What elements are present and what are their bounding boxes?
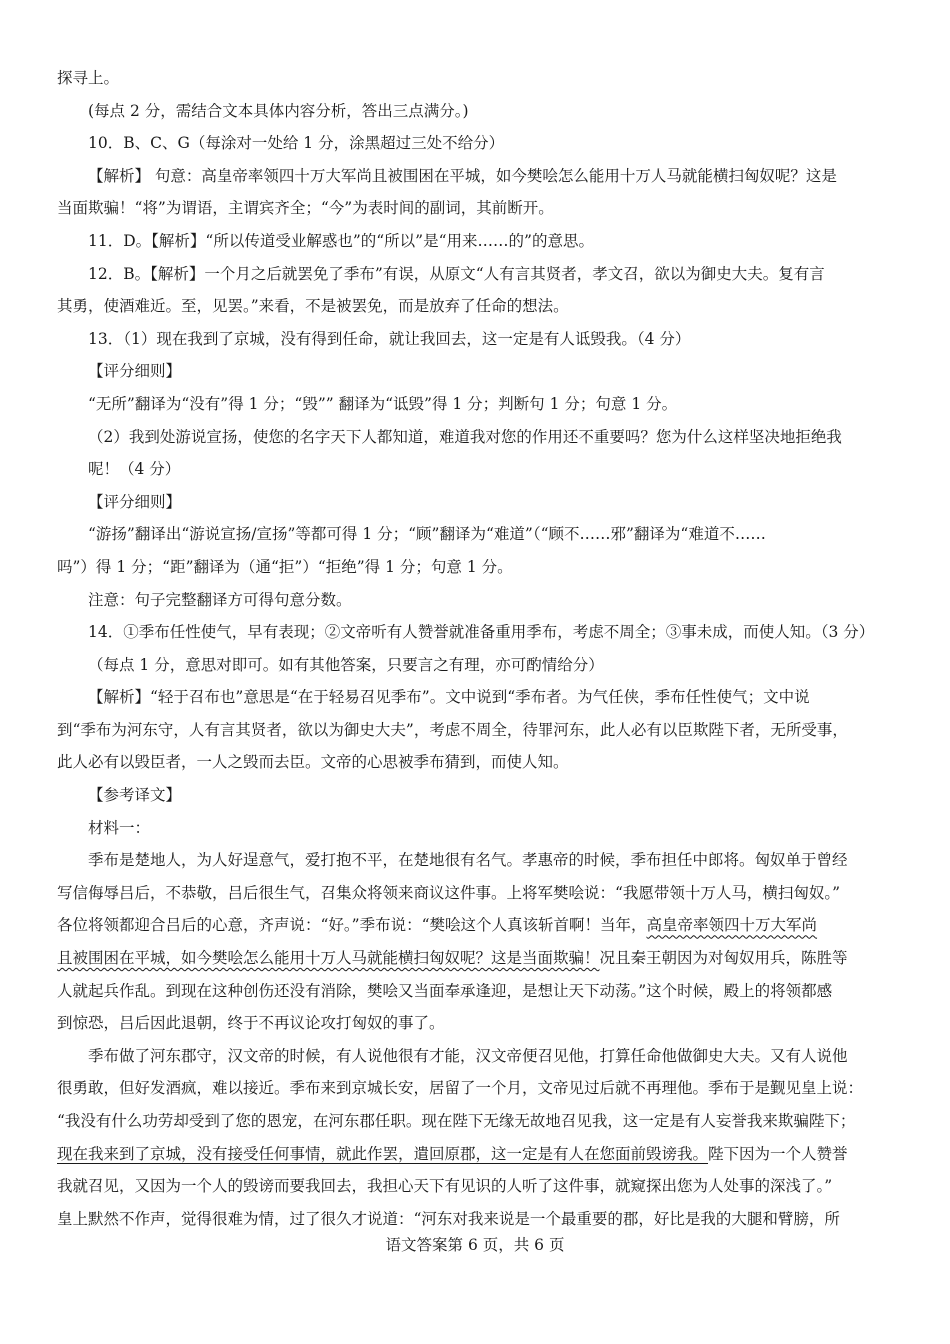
text-line: 探寻上。 — [57, 69, 120, 87]
text-line: 到惊恐，吕后因此退朝，终于不再议论攻打匈奴的事了。 — [57, 1014, 445, 1033]
text-line: 季布是楚地人，为人好逞意气，爱打抱不平，在楚地很有名气。孝惠帝的时候，季布担任中郎将。匈奴单于曾经 — [88, 851, 848, 870]
wavy-underlined-text: 高皇帝率领四十万大军尚 — [646, 916, 818, 935]
text-block-middle — [57, 975, 917, 1138]
text-line: 注意：句子完整翻译方可得句意分数。 — [88, 590, 352, 609]
text-plain: 各位将领都迎合吕后的心意，齐声说：“好。”季布说：“樊哙这个人真该斩首啊！当年， — [57, 916, 647, 935]
text-block-top — [57, 62, 917, 909]
text-line: 14．①季布任性使气，早有表现；②文帝听有人赞誉就准备重用季布，考虑不周全；③事未成，而使人知。（3 分） — [88, 623, 875, 642]
text-line: 写信侮辱吕后，不恭敬，吕后很生气，召集众将领来商议这件事。上将军樊哙说：“我愿带领十万人马，横扫匈奴。” — [57, 883, 841, 902]
text-line: 很勇敢，但好发酒疯，难以接近。季布来到京城长安，居留了一个月，文帝见过后就不再理他。季布于是觐见皇上说： — [57, 1079, 864, 1098]
text-line: 【评分细则】 — [88, 362, 182, 381]
text-line: 10．B、C、G（每涂对一处给 1 分，涂黑超过三处不给分） — [88, 134, 505, 153]
text-line: 皇上默然不作声，觉得很难为情，过了很久才说道：“河东对我来说是一个最重要的郡，好比是我的大腿和臂膀，所 — [57, 1209, 840, 1228]
text-line: 12．B。【解析】一个月之后就罢免了季布”有误，从原文“人有言其贤者，孝文召，欲以为御史大夫。复有言 — [88, 264, 825, 283]
wavy-underlined-text: 且被围困在平城，如今樊哙怎么能用十万人马就能横扫匈奴呢？这是当面欺骗！ — [57, 949, 600, 968]
text-line: 【解析】 句意：高皇帝率领四十万大军尚且被围困在平城，如今樊哙怎么能用十万人马就能横扫匈奴呢？这是 — [88, 166, 837, 185]
text-line: “无所”翻译为“没有”得 1 分；“毁”” 翻译为“诋毁”得 1 分；判断句 1 分；句意 1 分。 — [88, 394, 678, 413]
text-line: 【参考译文】 — [88, 786, 182, 805]
text-block-bottom — [57, 1170, 917, 1235]
answer-key-page — [57, 62, 917, 1235]
text-plain: 况且秦王朝因为对匈奴用兵，陈胜等 — [599, 949, 848, 968]
text-line: 当面欺骗！“将”为谓语，主谓宾齐全；“今”为表时间的副词，其前断开。 — [57, 199, 554, 218]
text-line: 此人必有以毁臣者，一人之毁而去臣。文帝的心思被季布猜到，而使人知。 — [57, 753, 569, 772]
text-line-with-solid-underline — [57, 1138, 917, 1171]
page-footer: 语文答案第 6 页，共 6 页 — [385, 1236, 565, 1254]
text-line: (每点 2 分，需结合文本具体内容分析，答出三点满分。) — [88, 101, 469, 120]
text-line: “游扬”翻译出“游说宣扬/宣扬”等都可得 1 分；“顾”翻译为“难道”（“顾不……邪”翻译为“难道不…… — [88, 525, 766, 544]
text-line-with-wavy-underline — [57, 942, 917, 975]
text-line: 到“季布为河东守，人有言其贤者，欲以为御史大夫”，考虑不周全，待罪河东，此人必有以臣欺陛下者，无所受事， — [57, 720, 848, 739]
text-line: 【评分细则】 — [88, 492, 182, 511]
text-line: 我就召见，又因为一个人的毁谤而要我回去，我担心天下有见识的人听了这件事，就窥探出您为人处事的深浅了。” — [57, 1177, 833, 1196]
text-line: 材料一： — [88, 818, 151, 837]
text-line: 其勇，使酒难近。至，见罢。”来看，不是被罢免，而是放弃了任命的想法。 — [57, 297, 569, 316]
solid-underlined-text: 现在我来到了京城，没有接受任何事情，就此作罢，遣回原郡，这一定是有人在您面前毁谤我。 — [57, 1144, 709, 1163]
text-line: 11．D。【解析】“所以传道受业解惑也”的“所以”是“用来……的”的意思。 — [88, 231, 594, 250]
text-line: （每点 1 分，意思对即可。如有其他答案，只要言之有理，亦可酌情给分） — [88, 655, 604, 674]
text-line-with-wavy-underline — [57, 909, 917, 942]
text-line: （2）我到处游说宣扬，使您的名字天下人都知道，难道我对您的作用还不重要吗？您为什么这样坚决地拒绝我 — [88, 427, 842, 446]
text-line: 季布做了河东郡守，汉文帝的时候，有人说他很有才能，汉文帝便召见他，打算任命他做御史大夫。又有人说他 — [88, 1046, 848, 1065]
text-plain: 陛下因为一个人赞誉 — [708, 1144, 848, 1163]
text-line: 13．（1）现在我到了京城，没有得到任命，就让我回去，这一定是有人诋毁我。（4 分） — [88, 329, 691, 348]
text-line: 【解析】“轻于召布也”意思是“在于轻易召见季布”。文中说到“季布者。为气任侠，季布任性使气；文中说 — [88, 688, 810, 707]
text-line: “我没有什么功劳却受到了您的恩宠，在河东郡任职。现在陛下无缘无故地召见我，这一定是有人妄誉我来欺骗陛下； — [57, 1112, 856, 1130]
text-line: 呢！（4 分） — [88, 460, 181, 479]
text-line: 人就起兵作乱。到现在这种创伤还没有消除，樊哙又当面奉承逢迎，是想让天下动荡。”这个时候，殿上的将领都感 — [57, 981, 833, 1000]
text-line: 吗”）得 1 分；“距”翻译为（通“拒”）“拒绝”得 1 分；句意 1 分。 — [57, 557, 513, 576]
